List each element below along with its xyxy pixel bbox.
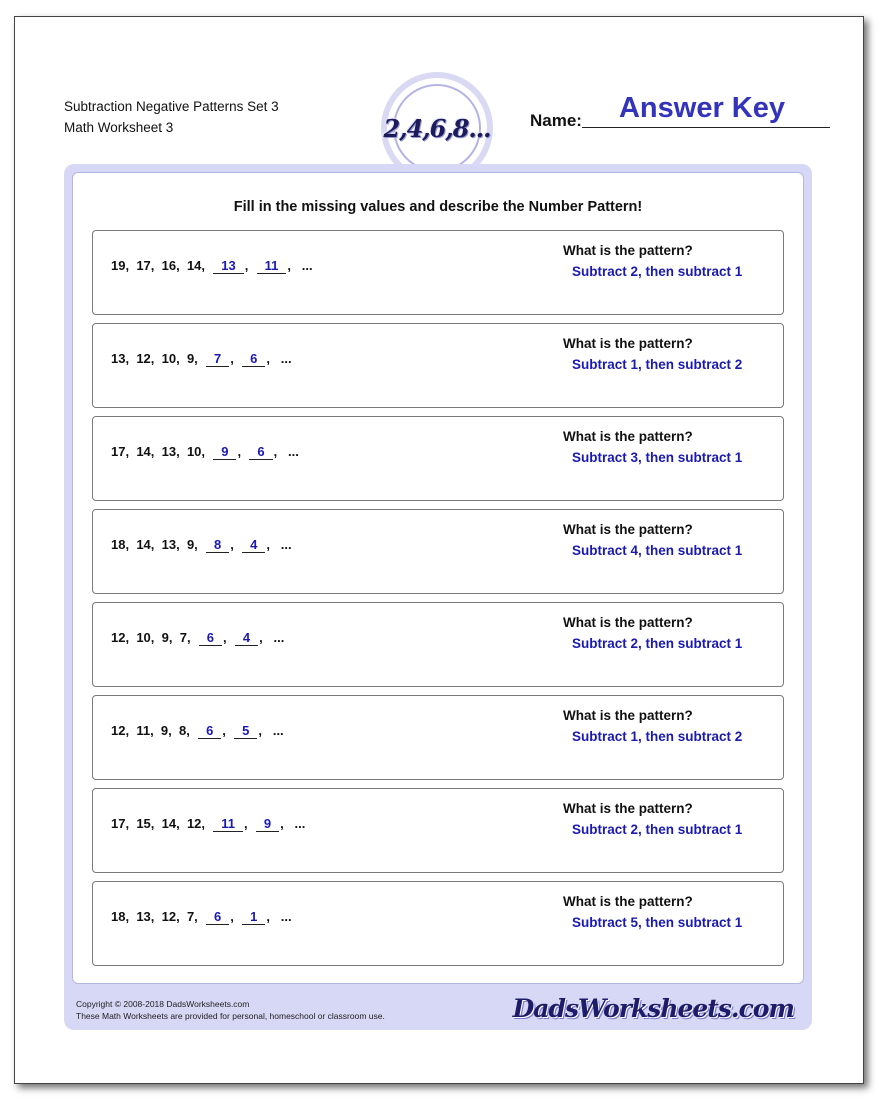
- answer-blank: 6: [249, 444, 272, 460]
- pattern-answer: Subtract 1, then subtract 2: [572, 729, 743, 744]
- answer-blank: 8: [206, 537, 229, 553]
- pattern-question: What is the pattern?: [563, 801, 693, 816]
- given-number: 17: [111, 444, 126, 459]
- answer-blank: 6: [206, 909, 229, 925]
- answer-blank: 6: [242, 351, 265, 367]
- given-number: 14: [161, 816, 177, 831]
- pattern-answer: Subtract 2, then subtract 1: [572, 822, 743, 837]
- footer-logo: DadsWorksheets.com: [512, 994, 794, 1023]
- pattern-question: What is the pattern?: [563, 429, 693, 444]
- answer-blank: 11: [257, 258, 287, 274]
- header-logo-inner: [383, 84, 491, 172]
- number-sequence: 12, 11, 9, 8, 6 , 5 , ...: [111, 723, 284, 738]
- worksheet-title: Subtraction Negative Patterns Set 3: [64, 99, 279, 114]
- given-number: 7: [186, 909, 195, 924]
- name-field-line: [582, 127, 830, 128]
- given-number: 10: [161, 351, 177, 366]
- given-number: 17: [111, 816, 126, 831]
- answer-blank: 9: [256, 816, 279, 832]
- given-number: 13: [161, 537, 177, 552]
- number-sequence: 17, 15, 14, 12, 11 , 9 , ...: [111, 816, 306, 831]
- instructions: Fill in the missing values and describe the Number Pattern!: [233, 199, 643, 215]
- pattern-question: What is the pattern?: [563, 336, 693, 351]
- number-sequence: 12, 10, 9, 7, 6 , 4 , ...: [111, 630, 285, 645]
- answer-blank: 6: [199, 630, 222, 646]
- given-number: 7: [179, 630, 187, 645]
- worksheet-header: [64, 96, 279, 138]
- worksheet-subtitle: Math Worksheet 3: [64, 120, 174, 135]
- number-sequence: 19, 17, 16, 14, 13 , 11 , ...: [111, 258, 313, 273]
- given-number: 15: [136, 816, 151, 831]
- problem-box: [92, 323, 784, 408]
- number-sequence: 13, 12, 10, 9, 7 , 6 , ...: [111, 351, 292, 366]
- given-number: 9: [186, 351, 195, 366]
- answer-blank: 9: [213, 444, 236, 460]
- problem-box: [92, 881, 784, 966]
- answer-blank: 7: [206, 351, 229, 367]
- pattern-answer: Subtract 2, then subtract 1: [572, 636, 743, 651]
- name-label: Name:: [530, 111, 582, 130]
- pattern-answer: Subtract 3, then subtract 1: [572, 450, 743, 465]
- given-number: 14: [136, 444, 151, 459]
- problem-box: [92, 230, 784, 315]
- given-number: 12: [111, 630, 126, 645]
- pattern-question: What is the pattern?: [563, 894, 693, 909]
- given-number: 13: [136, 909, 151, 924]
- given-number: 12: [161, 909, 177, 924]
- given-number: 10: [186, 444, 202, 459]
- problem-box: [92, 602, 784, 687]
- given-number: 13: [161, 444, 177, 459]
- given-number: 8: [178, 723, 187, 738]
- given-number: 16: [161, 258, 177, 273]
- answer-blank: 1: [242, 909, 265, 925]
- pattern-answer: Subtract 4, then subtract 1: [572, 543, 743, 558]
- answer-blank: 13: [213, 258, 243, 274]
- given-number: 12: [186, 816, 202, 831]
- given-number: 12: [136, 351, 151, 366]
- given-number: 9: [161, 630, 169, 645]
- answer-key-title: Answer Key: [618, 92, 785, 124]
- problem-box: [92, 695, 784, 780]
- pattern-question: What is the pattern?: [563, 615, 693, 630]
- number-sequence: 18, 14, 13, 9, 8 , 4 , ...: [111, 537, 292, 552]
- pattern-question: What is the pattern?: [563, 243, 693, 258]
- given-number: 18: [111, 909, 126, 924]
- given-number: 12: [111, 723, 126, 738]
- answer-blank: 4: [242, 537, 265, 553]
- given-number: 17: [136, 258, 151, 273]
- given-number: 18: [111, 537, 126, 552]
- footer-text: [76, 998, 385, 1022]
- problem-box: [92, 416, 784, 501]
- usage-notice: These Math Worksheets are provided for personal, homeschool or classroom use.: [76, 1011, 385, 1021]
- answer-blank: 5: [234, 723, 257, 739]
- copyright-text: Copyright © 2008-2018 DadsWorksheets.com: [76, 999, 250, 1009]
- given-number: 9: [160, 723, 169, 738]
- given-number: 14: [186, 258, 202, 273]
- pattern-question: What is the pattern?: [563, 708, 693, 723]
- pattern-answer: Subtract 1, then subtract 2: [572, 357, 743, 372]
- problems-panel-inner: [72, 172, 804, 984]
- given-number: 9: [186, 537, 195, 552]
- given-number: 14: [136, 537, 151, 552]
- given-number: 19: [111, 258, 126, 273]
- answer-blank: 4: [235, 630, 258, 646]
- answer-blank: 11: [213, 816, 243, 832]
- problems-panel: [64, 164, 812, 1030]
- number-sequence: 17, 14, 13, 10, 9 , 6 , ...: [111, 444, 299, 459]
- pattern-answer: Subtract 2, then subtract 1: [572, 264, 743, 279]
- pattern-question: What is the pattern?: [563, 522, 693, 537]
- header-logo-text: 2,4,6,8...: [383, 113, 491, 143]
- answer-blank: 6: [198, 723, 221, 739]
- number-sequence: 18, 13, 12, 7, 6 , 1 , ...: [111, 909, 292, 924]
- problem-box: [92, 509, 784, 594]
- problem-box: [92, 788, 784, 873]
- given-number: 13: [111, 351, 126, 366]
- given-number: 10: [136, 630, 151, 645]
- pattern-answer: Subtract 5, then subtract 1: [572, 915, 743, 930]
- given-number: 11: [136, 723, 151, 738]
